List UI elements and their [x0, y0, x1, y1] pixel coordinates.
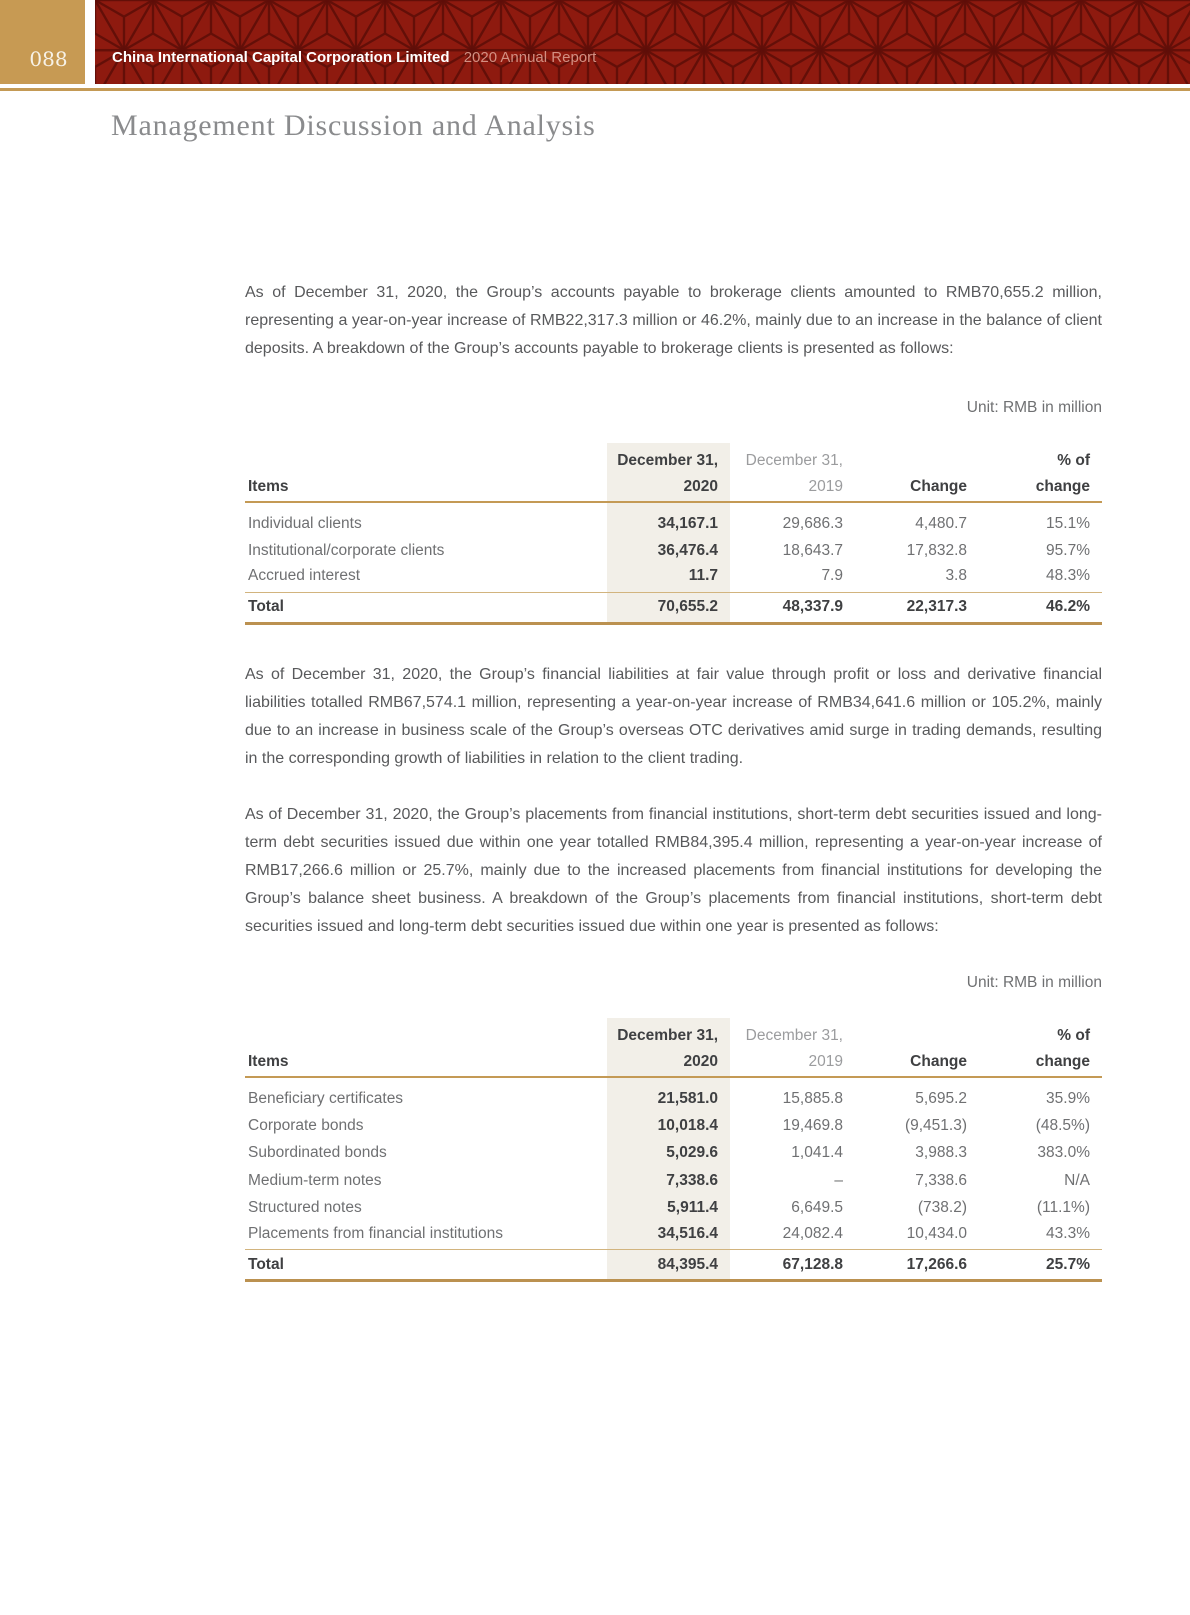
cell-2020: 5,911.4: [607, 1195, 730, 1223]
company-name: China International Capital Corporation Limited: [112, 49, 450, 66]
header-spacer: [245, 443, 607, 473]
table-row: [245, 1140, 1102, 1168]
cell-2020: 34,167.1: [607, 502, 730, 537]
cell-label: Institutional/corporate clients: [248, 541, 445, 559]
unit-note-table2: Unit: RMB in million: [966, 974, 1102, 991]
cell-change: 10,434.0: [855, 1222, 979, 1250]
cell-2019: 19,469.8: [782, 1116, 843, 1134]
cell-2020: 11.7: [607, 565, 730, 593]
cell-pct: 15.1%: [1046, 515, 1090, 532]
table-row: [245, 1222, 1102, 1250]
cell-2019: 29,686.3: [782, 515, 843, 532]
cell-change: 7,338.6: [915, 1171, 967, 1189]
paragraph-financial-liabilities: As of December 31, 2020, the Group’s financial liabilities at fair value through profit or loss and derivative financial liabilities totalled RMB67,574.1 million, representing a year-on-year increase of RMB34,641.6 million or 105.2%, mainly due to an increase in business scale of the Group’s overseas OTC derivatives amid surge in trading demands, resulting in the corresponding growth of liabilities in relation to the client trading.: [245, 666, 1102, 767]
table-header-row: [245, 1048, 1102, 1077]
cell-total-2019: 67,128.8: [730, 1250, 855, 1281]
header-spacer: [855, 1018, 979, 1048]
cell-total-2020: 70,655.2: [607, 592, 730, 623]
table-row: [245, 1195, 1102, 1223]
cell-change: 4,480.7: [915, 515, 967, 532]
cell-2019: 15,885.8: [782, 1090, 843, 1107]
table-row: [245, 537, 1102, 565]
paragraph-placements: As of December 31, 2020, the Group’s placements from financial institutions, short-term debt securities issued and long-term debt securities issued due within one year totalled RMB84,395.4 million, representing a year-on-year increase of RMB17,266.6 million or 25.7%, mainly due to the increased placements from financial institutions for developing the Group’s balance sheet business. A breakdown of the Group’s placements from financial institutions, short-term debt securities issued and long-term debt securities issued due within one year is presented as follows:: [245, 806, 1102, 935]
table-header-row: [245, 1018, 1102, 1048]
unit-note-table1: Unit: RMB in million: [966, 399, 1102, 416]
table-row: [245, 1167, 1102, 1195]
header-change: Change: [855, 473, 979, 502]
paragraph-accounts-payable: As of December 31, 2020, the Group’s accounts payable to brokerage clients amounted to RMB70,655.2 million, representing a year-on-year increase of RMB22,317.3 million or 46.2%, mainly due to an increase in the balance of client deposits. A breakdown of the Group’s accounts payable to brokerage clients is presented as follows:: [245, 284, 1102, 357]
header-pct-line2: change: [979, 473, 1102, 502]
header-dec-2019-line2: 2019: [730, 1048, 855, 1077]
cell-label: Structured notes: [248, 1199, 362, 1217]
cell-2020: 10,018.4: [607, 1112, 730, 1140]
table-row: [245, 1077, 1102, 1112]
cell-total-label: Total: [245, 1250, 607, 1281]
cell-2019: 18,643.7: [782, 541, 843, 559]
cell-total-change: 22,317.3: [855, 592, 979, 623]
table-row: [245, 565, 1102, 593]
cell-label: Individual clients: [248, 515, 362, 532]
cell-change: 5,695.2: [915, 1090, 967, 1107]
cell-2020: 7,338.6: [607, 1167, 730, 1195]
header-dec-2020-line1: December 31,: [607, 443, 730, 473]
header-items: Items: [245, 1048, 607, 1077]
cell-2020: 36,476.4: [607, 537, 730, 565]
table-header-row: [245, 473, 1102, 502]
cell-pct: N/A: [1064, 1171, 1090, 1189]
cell-pct: 48.3%: [979, 565, 1102, 593]
table-total-row: [245, 1250, 1102, 1281]
header-band-text: [112, 49, 596, 67]
cell-pct: 95.7%: [1046, 541, 1090, 559]
page-number-block: [0, 0, 85, 84]
cell-2020: 5,029.6: [607, 1140, 730, 1168]
cell-2019: 24,082.4: [730, 1222, 855, 1250]
header-change: Change: [855, 1048, 979, 1077]
header-pct-line2: change: [979, 1048, 1102, 1077]
cell-label: Subordinated bonds: [248, 1144, 387, 1162]
cell-label: Corporate bonds: [248, 1116, 364, 1134]
header-pct-line1: % of: [1057, 452, 1090, 469]
cell-2019: 1,041.4: [791, 1144, 843, 1162]
cell-label: Medium-term notes: [248, 1171, 382, 1189]
page-title: Management Discussion and Analysis: [111, 109, 596, 142]
cell-total-pct: 46.2%: [979, 592, 1102, 623]
cell-label: Accrued interest: [245, 565, 607, 593]
cell-change: 3.8: [855, 565, 979, 593]
cell-total-label: Total: [245, 592, 607, 623]
cell-2020: 21,581.0: [607, 1077, 730, 1112]
cell-total-2020: 84,395.4: [607, 1250, 730, 1281]
cell-pct: 35.9%: [1046, 1090, 1090, 1107]
cell-total-pct: 25.7%: [979, 1250, 1102, 1281]
header-spacer: [245, 1018, 607, 1048]
header-dec-2020-line2: 2020: [607, 473, 730, 502]
cell-change: 17,832.8: [906, 541, 967, 559]
table-total-row: [245, 592, 1102, 623]
cell-pct: (11.1%): [1036, 1199, 1090, 1217]
table-row: [245, 1112, 1102, 1140]
table-header-row: [245, 443, 1102, 473]
cell-total-2019: 48,337.9: [730, 592, 855, 623]
cell-pct: 383.0%: [1037, 1144, 1090, 1162]
report-title: 2020 Annual Report: [463, 49, 597, 66]
cell-change: (738.2): [917, 1199, 967, 1217]
cell-2019: –: [834, 1171, 843, 1189]
header-dec-2019-line1: December 31,: [745, 452, 843, 469]
header-dec-2020-line1: December 31,: [607, 1018, 730, 1048]
page-number: 088: [29, 47, 68, 71]
header-dec-2020-line2: 2020: [607, 1048, 730, 1077]
accounts-payable-table: [245, 443, 1102, 625]
header-items: Items: [245, 473, 607, 502]
cell-2019: 7.9: [730, 565, 855, 593]
header-dec-2019-line1: December 31,: [745, 1027, 843, 1044]
cell-2020: 34,516.4: [607, 1222, 730, 1250]
cell-label: Placements from financial institutions: [245, 1222, 607, 1250]
header-divider: [0, 88, 1190, 91]
header-pct-line1: % of: [1057, 1027, 1090, 1044]
table-row: [245, 502, 1102, 537]
cell-2019: 6,649.5: [791, 1199, 843, 1217]
header-spacer: [855, 443, 979, 473]
placements-debt-table: [245, 1018, 1102, 1282]
cell-pct: 43.3%: [979, 1222, 1102, 1250]
cell-total-change: 17,266.6: [855, 1250, 979, 1281]
header-dec-2019-line2: 2019: [730, 473, 855, 502]
cell-change: 3,988.3: [915, 1144, 967, 1162]
asanoha-pattern-decoration: [95, 0, 1190, 84]
header-band: [95, 0, 1190, 84]
cell-label: Beneficiary certificates: [248, 1090, 404, 1107]
cell-change: (9,451.3): [904, 1116, 967, 1134]
cell-pct: (48.5%): [1035, 1116, 1090, 1134]
